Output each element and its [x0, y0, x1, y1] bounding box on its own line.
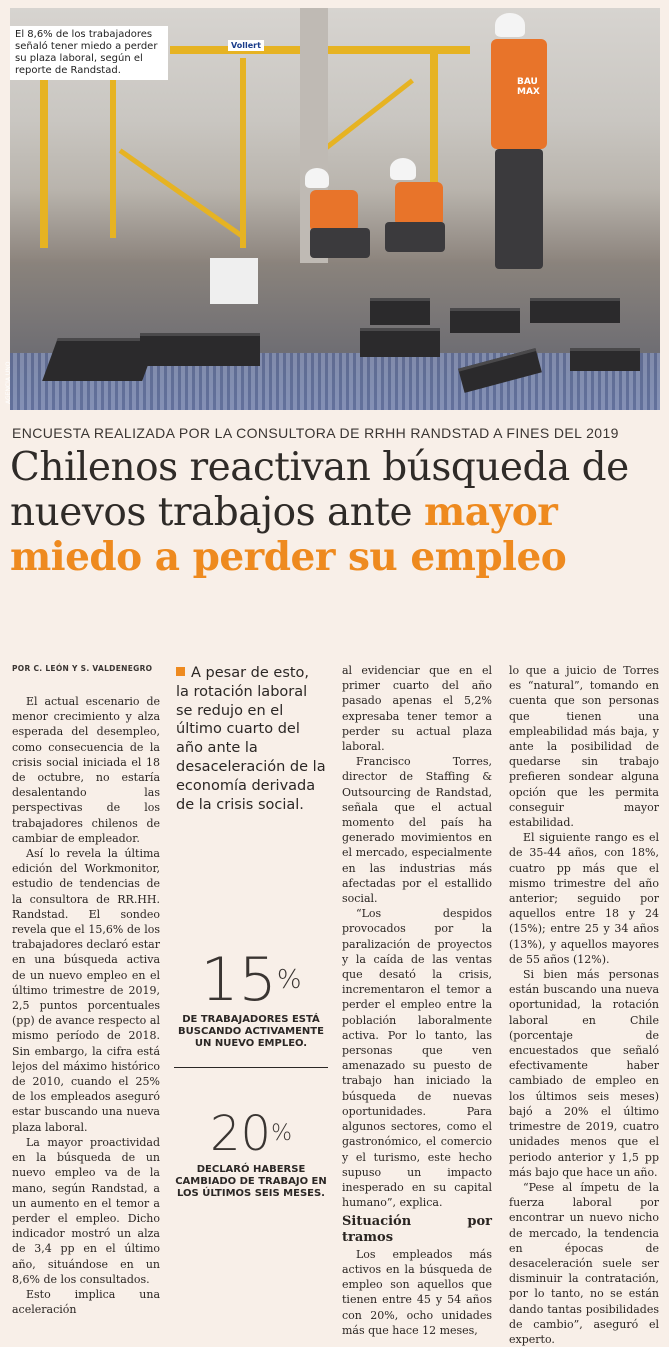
- paragraph: “Los despidos provocados por la paralización de proyectos y la caída de las ventas que desató la crisis, incrementaron el temor a perder el empleo entre la población laboralmente activa. Por lo tanto, las personas que ven amenazado su puesto de trabajo han iniciado la búsqueda de nuevas oportunidades. Para algunos sectores, como el gastronómico, el comercio y el turismo, este hecho supuso un impacto inesperado en su capital humano”, explica.: [342, 907, 492, 1210]
- paragraph: lo que a juicio de Torres es “natural”, tomando en cuenta que son personas que tienen una empleabilidad más baja, y ante la posibilidad de quedarse sin trabajo prefieren sondear alguna opción que les permita conseguir mayor estabilidad.: [509, 664, 659, 830]
- concrete-block: [530, 298, 620, 323]
- stat-value: 15: [200, 945, 277, 1015]
- photo-credit: AGENCIA UNO: [5, 361, 12, 404]
- concrete-block: [140, 333, 260, 366]
- kicker: ENCUESTA REALIZADA POR LA CONSULTORA DE RRHH RANDSTAD A FINES DEL 2019: [12, 425, 619, 441]
- concrete-block: [570, 348, 640, 371]
- paragraph: Esto implica una aceleración: [12, 1287, 160, 1317]
- stat-block: [174, 1108, 328, 1200]
- yellow-brace: [119, 148, 245, 238]
- paragraph: al evidenciar que en el primer cuarto del año pasado apenas el 5,2% expresaba tener temor a perder su actual plaza laboral.: [342, 664, 492, 754]
- paragraph: Así lo revela la última edición del Workmonitor, estudio de tendencias de la consultora de RR.HH. Randstad. El sondeo revela que el 15,6% de los trabajadores declaró estar en una búsqueda activa de un nuevo empleo en el último trimestre de 2019, 2,5 puntos porcentuales (pp) de avance respecto al mismo período de 2018. Sin embargo, la cifra está lejos del máximo histórico de 2010, cuando el 25% de los empleados aseguró estar buscando una nueva plaza laboral.: [12, 847, 160, 1134]
- pull-quote: [176, 664, 326, 814]
- headline-highlight: mayor miedo a perder su empleo: [10, 489, 567, 580]
- yellow-column: [240, 58, 246, 248]
- concrete-block: [360, 328, 440, 357]
- stat-value: 20: [210, 1106, 272, 1162]
- stat-unit: %: [271, 1121, 292, 1146]
- square-bullet-icon: [176, 667, 185, 676]
- subhead: Situación por tramos: [342, 1214, 492, 1245]
- column-1: [12, 694, 160, 1317]
- concrete-block: [370, 298, 430, 325]
- divider: [174, 1067, 328, 1068]
- paragraph: El actual escenario de menor crecimiento y alza esperada del desempleo, como consecuencia de la crisis social iniciada el 18 de octubre, no estaría desalentando las perspectivas de los trabajadores chilenos de cambiar de empleador.: [12, 695, 160, 845]
- paragraph: “Pese al ímpetu de la fuerza laboral por encontrar un nuevo nicho de mercado, la tendencia en épocas de desaceleración suele ser disminuir la contratación, por lo tanto, no se están dando tantas posibilidades de cambio”, aseguró el experto.: [509, 1180, 659, 1346]
- vollert-sign: Vollert: [228, 40, 264, 51]
- stat-number: [174, 1108, 328, 1160]
- vest-logo: BAU MAX: [517, 77, 540, 97]
- column-3: [342, 663, 492, 1338]
- article-photo: [5, 8, 660, 410]
- stat-unit: %: [276, 965, 302, 995]
- photo-caption: El 8,6% de los trabajadores señaló tener miedo a perder su plaza laboral, según el reporte de Randstad.: [10, 26, 168, 80]
- stat-number: [174, 945, 328, 1015]
- byline: POR C. LEÓN Y S. VALDENEGRO: [12, 664, 153, 673]
- paragraph: Los empleados más activos en la búsqueda de empleo son aquellos que tienen entre 45 y 54 años con 20%, ocho unidades más que hace 12 meses,: [342, 1247, 492, 1337]
- concrete-block: [450, 308, 520, 333]
- paragraph: El siguiente rango es el de 35-44 años, con 18%, cuatro pp más que el mismo trimestre del año anterior; seguido por aquellos entre 18 y 24 (15%); entre 25 y 34 años (13%), y aquellos mayores de 55 años (12%).: [509, 831, 659, 966]
- pull-quote-text: A pesar de esto, la rotación laboral se redujo en el último cuarto del año ante la desaceleración de la economía derivada de la crisis social.: [176, 665, 326, 813]
- column-4: [509, 663, 659, 1347]
- headline-plain: Chilenos reactivan búsqueda de nuevos trabajos ante: [10, 445, 629, 535]
- yellow-column: [40, 68, 48, 248]
- headline: [10, 446, 660, 580]
- paragraph: Si bien más personas están buscando una nueva oportunidad, la rotación laboral en Chile (porcentaje de encuestados que señaló efectivamente haber cambiado de empleo en los últimos seis meses) bajó a 20% el último trimestre de 2019, cuatro unidades menos que el periodo anterior y 1,5 pp más bajo que hace un año.: [509, 968, 659, 1179]
- stat-description: DECLARÓ HABERSE CAMBIADO DE TRABAJO EN LOS ÚLTIMOS SEIS MESES.: [175, 1164, 327, 1199]
- stat-description: DE TRABAJADORES ESTÁ BUSCANDO ACTIVAMENTE UN NUEVO EMPLEO.: [178, 1014, 324, 1049]
- white-box: [210, 258, 258, 304]
- paragraph: Francisco Torres, director de Staffing & Outsourcing de Randstad, señala que el actual momento del país ha generado movimientos en el mercado, especialmente en las industrias más afectadas por el estallido social.: [342, 755, 492, 906]
- paragraph: La mayor proactividad en la búsqueda de un nuevo empleo va de la mano, según Randstad, a un aumento en el temor a perder el empleo. Dicho indicador mostró un alza de 3,4 pp en el último año, situándose en un 8,6% de los consultados.: [12, 1135, 160, 1286]
- yellow-column: [110, 68, 116, 238]
- stat-block: [174, 945, 328, 1050]
